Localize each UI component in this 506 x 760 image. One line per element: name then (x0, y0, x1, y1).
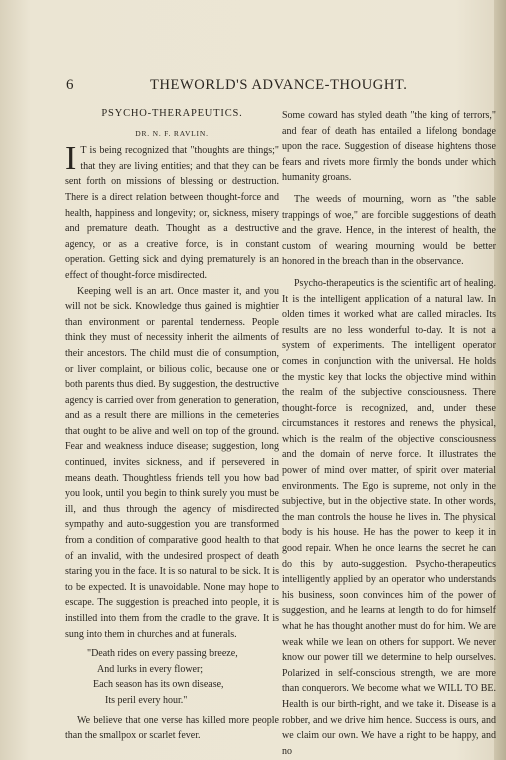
article-byline: DR. N. F. RAVLIN. (135, 128, 209, 138)
right-column (282, 108, 496, 759)
verse-line: And lurks in every flower; (97, 663, 204, 675)
paragraph-psycho-therapeutics: Psycho-therapeutics is the scientific art of healing. It is the intelligent application of a natural law. In olden times it worked what are called miracles. Its results are no less wonderful to-day. It is not a system of experiments. The intelligent operator comes in conjunction with the universal. He holds the mystic key that locks the objective mind within the realm of the subjective consciousness. There thought-force is recognized, and, under these circumstances it restores and renews the physical, which is the realm of the objective consciousness and the domain of nerve force. It illustrates the power of mind over matter, of spirit over material environments. The Ego is supreme, not only in the subjective, but in the objective state. In other words, the man controls the house he lives in. The physical body is his house. He has the power to keep it in good repair. When he once learns the secret he can do this by auto-suggestion. Psycho-therapeutics intelligently applied by an operator who understands his business, soon convinces him of the power of suggestion, and he learns at length to do for himself what he has thought another must do for him. We are weak while we lean on others for support. We never know our power till we determine to help ourselves. Polarized in self-conscious strength, we are more than conquerors. We become what we WILL TO BE. Health is our birth-right, and we take it. Disease is a robber, and we drive him hence. Success is ours, and we claim our own. We have a right to be happy, and no (282, 277, 496, 757)
article-title: PSYCHO-THERAPEUTICS. (101, 108, 243, 119)
paragraph-intro-text: T is being recognized that "thoughts are things;" that they are living entities; and that they can be sent forth on missions of blessing or destruction. There is a direct relation between thought-force and health, happiness and longevity; or, sickness, misery and premature death. Thought as a destructive agency, or as a creative force, is in constant operation. Getting sick and dying prematurely is an effect of thought-force misdirected. (65, 145, 279, 281)
verse-line: "Death rides on every passing breeze, (87, 648, 238, 660)
left-column (65, 106, 279, 744)
page-number: 6 (66, 77, 74, 93)
quoted-verse (65, 646, 279, 708)
paragraph-keeping-well: Keeping well is an art. Once master it, and you will not be sick. Knowledge thus gained is mightier than environment or parental tenderness. People think they must of necessity inherit the ailments of their ancestors. The child must die of consumption, or liver complaint, or bilious colic, because one or both parents thus died. By suggestion, the destructive agency is carried over from generation to generation, and as a result there are millions in the cemeteries that ought to be alive and well on top of the ground. Fear and weakness induce disease; suggestion, long continued, invites sickness, and if persevered in means death. Thoughtless friends tell you how bad you look, until you begin to think surely you must be ill, and thus through the agency of misdirected sympathy and auto-suggestion you are transformed from a condition of comparative good health to that of an invalid, with the undesired prospect of death staring you in the face. It is so natural to be sick. It is to be expected. It is unavoidable. None may hope to escape. The suggestion is preached into people, it is instilled into them from the cradle to the grave. It is sung into them in churches and at funerals. (65, 285, 279, 640)
page-header (0, 77, 506, 97)
verse-line: Its peril every hour." (105, 694, 188, 706)
paragraph-after-verse: We believe that one verse has killed more people than the smallpox or scarlet fever. (65, 714, 279, 742)
running-title: THEWORLD'S ADVANCE-THOUGHT. (150, 77, 408, 93)
verse-line: Each season has its own disease, (93, 679, 224, 691)
paragraph-intro (65, 140, 279, 283)
drop-cap: I (65, 140, 77, 178)
paragraph-mourning: The weeds of mourning, worn as "the sable trappings of woe," are forcible suggestions of death and the grave. Hence, in the interest of health, the custom of wearing mourning would be better honored in the breach than in the observance. (282, 193, 496, 268)
paragraph-coward: Some coward has styled death "the king of terrors," and fear of death has entailed a lifelong bondage upon the race. Suggestion of disease hightens those fears and rivets more firmly the bonds under which humanity groans. (282, 110, 496, 184)
